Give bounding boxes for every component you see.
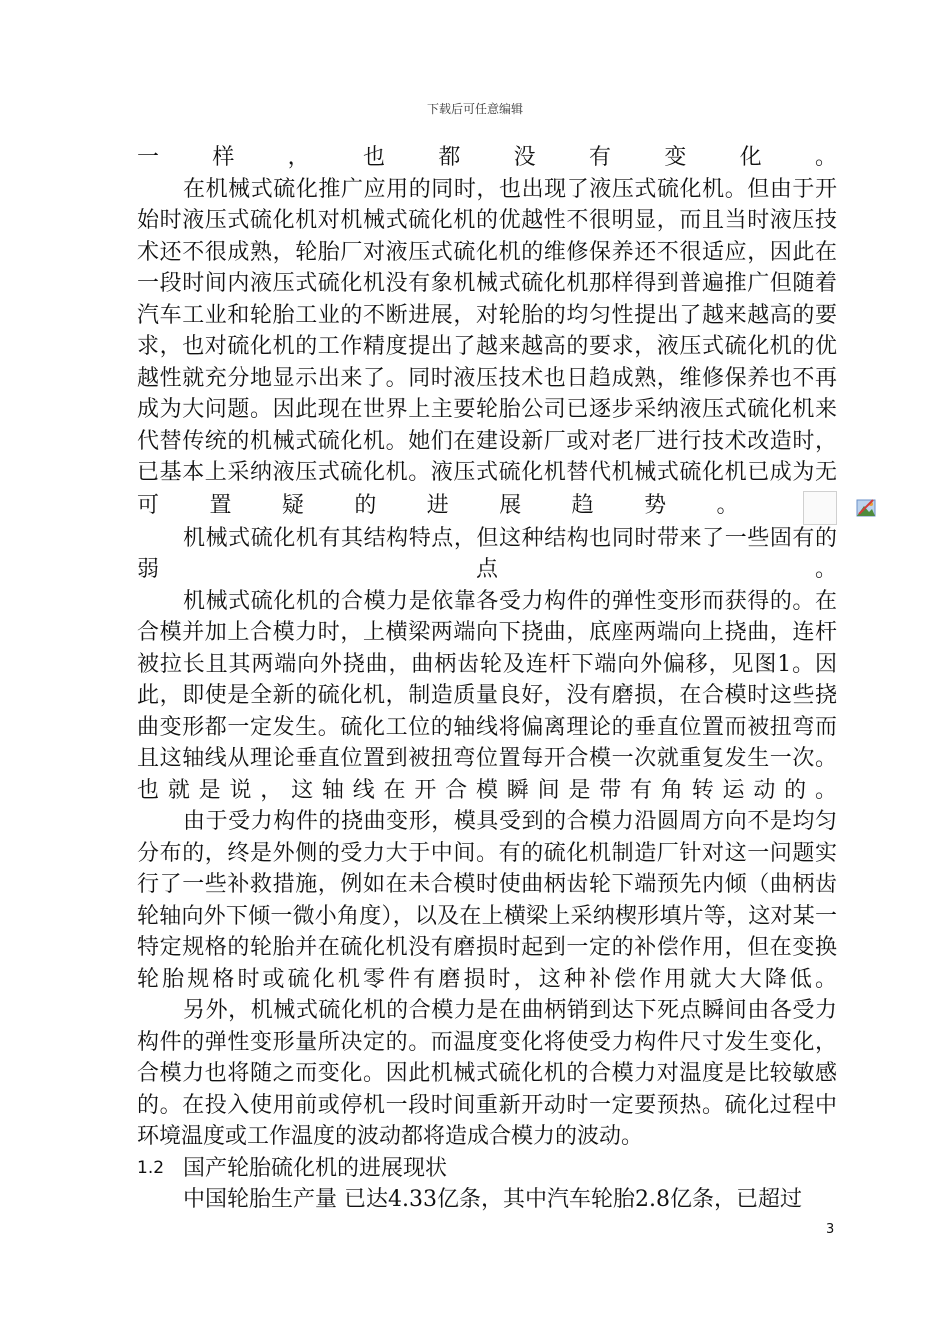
page-header: 下载后可任意编辑 [426, 102, 523, 116]
page-number: 3 [826, 1222, 835, 1237]
paragraph-hydraulic-press-text: 在机械式硫化推广应用的同时，也出现了液压式硫化机。但由于开始时液压式硫化机对机械式硫化机的优越性不很明显，而且当时液压技术还不很成熟，轮胎厂对液压式硫化机的维修保养还不很适应，因此在一段时间内液压式硫化机没有象机械式硫化机那样得到普遍推广但随着汽车工业和轮胎工业的不断进展，对轮胎的均匀性提出了越来越高的要求，也对硫化机的工作精度提出了越来越高的要求，液压式硫化机的优越性就充分地显示出来了。同时液压技术也日趋成熟，维修保养也不再成为大问题。因此现在世界上主要轮胎公司已逐步采纳液压式硫化机来代替传统的机械式硫化机。她们在建设新厂或对老厂进行技术改造时，已基本上采纳液压式硫化机。液压式硫化机替代机械式硫化机已成为无可置疑的进展趋势。 [137, 176, 837, 518]
paragraph-continuation: 一样，也都没有变化。 [137, 145, 837, 170]
document-body [137, 142, 837, 1216]
paragraph-deflection: 由于受力构件的挠曲变形，模具受到的合模力沿圆周方向不是均匀分布的，终是外侧的受力大于中间。有的硫化机制造厂针对这一问题实行了一些补救措施，例如在未合模时使曲柄齿轮下端预先内倾（曲柄齿轮轴向外下倾一微小角度），以及在上横梁上采纳楔形填片等，这对某一特定规格的轮胎并在硫化机没有磨损时起到一定的补偿作用，但在变换轮胎规格时或硫化机零件有磨损时，这种补偿作用就大大降低。 [137, 809, 837, 992]
broken-image-icon [803, 491, 837, 525]
paragraph-temperature: 另外，机械式硫化机的合模力是在曲柄销到达下死点瞬间由各受力构件的弹性变形量所决定的。而温度变化将使受力构件尺寸发生变化，合模力也将随之而变化。因此机械式硫化机的合模力对温度是比较敏感的。在投入使用前或停机一段时间重新开动时一定要预热。硫化过程中环境温度或工作温度的波动都将造成合模力的波动。 [137, 998, 837, 1149]
section-heading [137, 1153, 837, 1185]
paragraph-production: 中国轮胎生产量 已达4.33亿条，其中汽车轮胎2.8亿条，已超过 [183, 1187, 802, 1212]
paragraph-clamping-force: 机械式硫化机的合模力是依靠各受力构件的弹性变形而获得的。在合模并加上合模力时，上横梁两端向下挠曲，底座两端向上挠曲，连杆被拉长且其两端向外挠曲，曲柄齿轮及连杆下端向外偏移，见图1。因此，即使是全新的硫化机，制造质量良好，没有磨损，在合模时这些挠曲变形都一定发生。硫化工位的轴线将偏离理论的垂直位置而被扭弯而且这轴线从理论垂直位置到被扭弯位置每开合模一次就重复发生一次。也就是说，这轴线在开合模瞬间是带有角转运动的。 [137, 588, 837, 803]
section-number: 1.2 [137, 1157, 165, 1178]
section-title: 国产轮胎硫化机的进展现状 [183, 1155, 448, 1181]
paragraph-structure-weakness: 机械式硫化机有其结构特点，但这种结构也同时带来了一些固有的弱点。 [137, 525, 837, 582]
paragraph-hydraulic-press [137, 174, 837, 523]
